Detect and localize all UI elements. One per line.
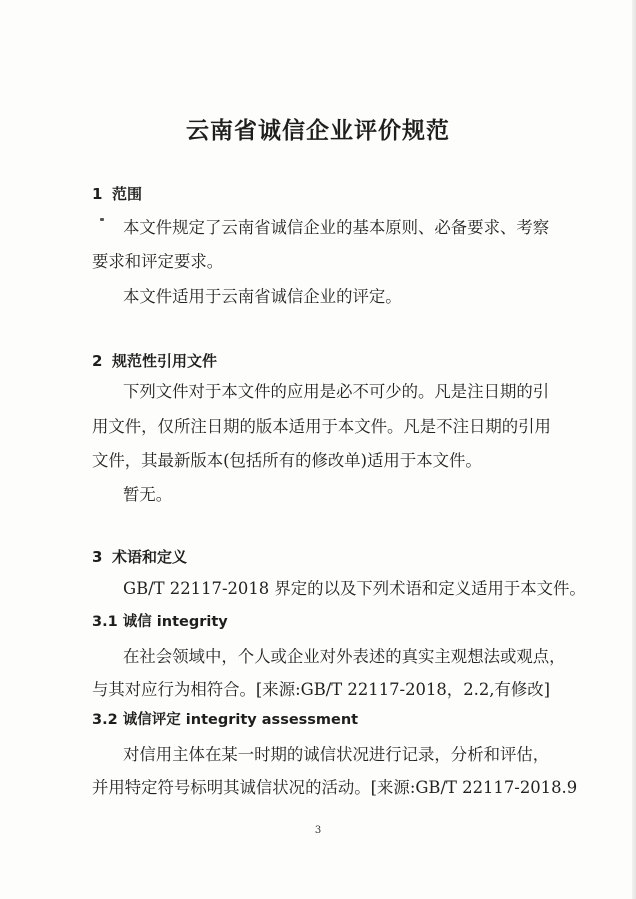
paragraph-line: 本文件规定了云南省诚信企业的基本原则、必备要求、考察 bbox=[123, 218, 550, 237]
section-number: 2 bbox=[92, 352, 103, 370]
paragraph-line: 用文件，仅所注日期的版本适用于本文件。凡是不注日期的引用 bbox=[92, 417, 551, 436]
section-heading-normative-references bbox=[92, 350, 217, 371]
paragraph-line: 在社会领域中，个人或企业对外表述的真实主观想法或观点， bbox=[123, 647, 566, 666]
paragraph-line: 暂无。 bbox=[123, 485, 173, 504]
paragraph-line: 下列文件对于本文件的应用是必不可少的。凡是注日期的引 bbox=[123, 382, 550, 401]
term-heading-integrity: 3.1 诚信 integrity bbox=[92, 614, 228, 630]
paragraph-line: 与其对应行为相符合。[来源:GB/T 22117-2018，2.2,有修改] bbox=[92, 680, 551, 699]
section-heading-terms-definitions bbox=[92, 546, 187, 567]
paragraph-line: 文件，其最新版本(包括所有的修改单)适用于本文件。 bbox=[92, 451, 482, 470]
section-heading-scope bbox=[92, 183, 142, 204]
document-title: 云南省诚信企业评价规范 bbox=[186, 117, 450, 144]
section-title: 范围 bbox=[112, 185, 143, 203]
paragraph-line: 要求和评定要求。 bbox=[92, 252, 224, 271]
scan-mark bbox=[100, 218, 104, 221]
section-number: 3 bbox=[92, 548, 103, 566]
page-number: 3 bbox=[314, 825, 322, 836]
paragraph-line: 本文件适用于云南省诚信企业的评定。 bbox=[123, 287, 402, 306]
paragraph-line: 并用特定符号标明其诚信状况的活动。[来源:GB/T 22117-2018.9 bbox=[92, 778, 578, 797]
section-title: 术语和定义 bbox=[112, 548, 188, 566]
paragraph-line: 对信用主体在某一时期的诚信状况进行记录，分析和评估， bbox=[123, 745, 550, 764]
paragraph-line: GB/T 22117-2018 界定的以及下列术语和定义适用于本文件。 bbox=[123, 579, 586, 598]
term-heading-integrity-assessment: 3.2 诚信评定 integrity assessment bbox=[92, 712, 359, 728]
section-title: 规范性引用文件 bbox=[112, 352, 218, 370]
section-number: 1 bbox=[92, 185, 103, 203]
